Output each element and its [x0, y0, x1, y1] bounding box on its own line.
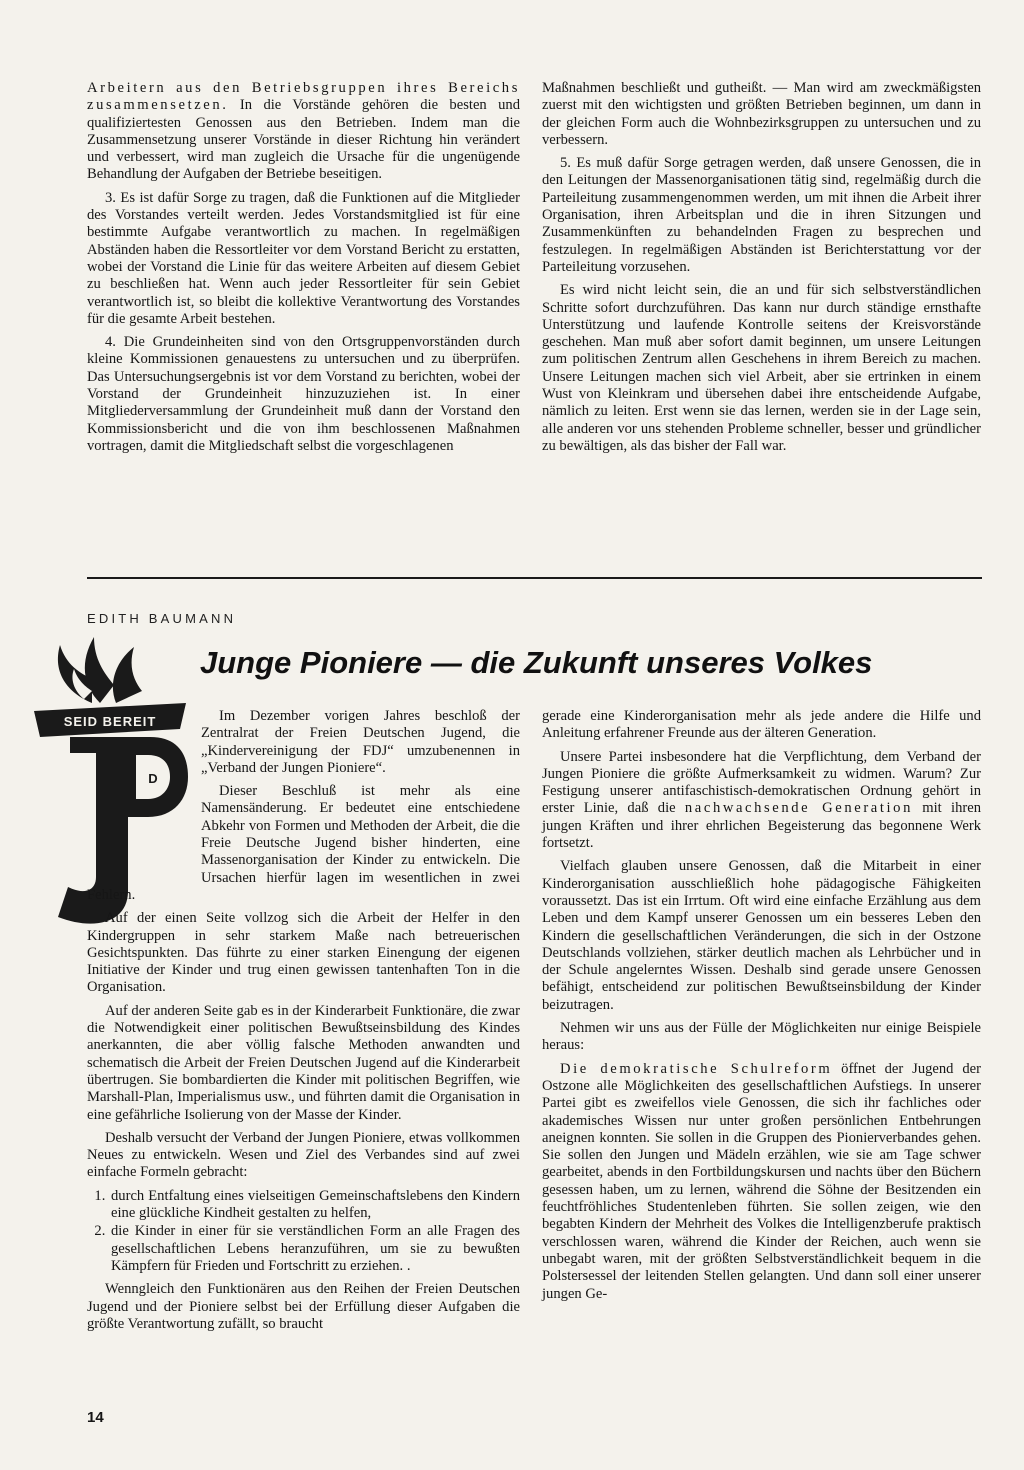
- page-number: 14: [87, 1409, 104, 1426]
- spaced-text: Die demokratische Schulreform: [560, 1060, 833, 1077]
- article-paragraph: Wenngleich den Funktionären aus den Reihen der Freien Deutschen Jugend und der Pioniere selbst bei der Erfüllung dieser Aufgaben die größte Verantwortung zufällt, so braucht: [87, 1281, 520, 1332]
- article-paragraph: Auf der anderen Seite gab es in der Kinderarbeit Funktionäre, die zwar die Notwendigkeit einer politischen Bewußtseinsbildung des Kindes anerkannten, die aber völlig falsche Methoden anwandten und schematisch die Arbeit der Freien Deutschen Jugend auf die Kinderarbeit übertrugen. Sie bombardierten die Kinder mit politischen Begriffen, wie Marshall-Plan, Imperialismus usw., und führten damit die Organisation in eine gefährliche Isolierung von der Masse der Kinder.: [87, 1002, 520, 1123]
- article-paragraph: Unsere Partei insbesondere hat die Verpflichtung, dem Verband der Jungen Pioniere die größte Aufmerksamkeit zu widmen. Warum? Zur Festigung unserer antifaschistisch-demokratischen Ordnung gehört in erster Linie, daß die nachwachsende Generation mit ihren jungen Kräften und ihrer ehrlichen Begeisterung das begonnene Werk fortsetzt.: [542, 748, 981, 852]
- spaced-text: Arbeitern aus den Betriebsgruppen ihres Bereichs zusammensetzen.: [87, 80, 520, 114]
- article-author: EDITH BAUMANN: [87, 611, 237, 626]
- top-left-paragraph: 4. Die Grundeinheiten sind von den Ortsgruppenvorständen durch kleine Kommissionen genauestens zu untersuchen und zu überprüfen. Das Untersuchungsergebnis ist vor dem Vorstand zu berichten, wobei der Vorstand der Grundeinheit hinzuzuziehen ist. In einer Mitgliederversammlung der Grundeinheit muß dann der Vorstand den Kommissionsbericht und die von ihm beschlossenen Maßnahmen vortragen, damit die Mitgliedschaft selbst die vorgeschlagenen: [87, 334, 520, 454]
- top-left-paragraph: 3. Es ist dafür Sorge zu tragen, daß die Funktionen auf die Mitglieder des Vorstandes verteilt werden. Jedes Vorstandsmitglied ist für eine bestimmte Aufgabe verantwortlich zu machen. In regelmäßigen Abständen haben die Ressortleiter vor dem Vorstand Bericht zu erstatten, wobei der Vorstand die Linie für das weitere Arbeiten auf diesem Gebiet zu beschließen hat. Wenn auch jeder Ressortleiter für sein Gebiet verantwortlich ist, so bleibt die kollektive Verantwortung des Vorstandes für die gesamte Arbeit bestehen.: [87, 189, 520, 327]
- article-paragraph: gerade eine Kinderorganisation mehr als jede andere die Hilfe und Anleitung erfahrener Freunde aus der älteren Generation.: [542, 708, 981, 742]
- top-right-paragraph: Es wird nicht leicht sein, die an und für sich selbstverständlichen Schritte sofort durchzuführen. Das kann nur durch ständige ernsthafte Unterstützung und laufende Kontrolle seitens der Kreisvorstände geschehen. Man muß aber sofort damit beginnen, um unsere Leitungen zum politischen Zentrum allen Geschehens in ihrem Bereich zu machen. Unsere Leitungen machen sich viel Arbeit, aber sie ertrinken in einem Wust von Kleinkram und übersehen dabei ihre entscheidende Aufgabe, nämlich zu leiten. Erst wenn sie das lernen, werden sie in der Lage sein, alle anderen vor uns stehenden Probleme schneller, besser und gründlicher zu bewältigen, als das bisher der Fall war.: [542, 282, 981, 454]
- list-item: 2. die Kinder in einer für sie verständlichen Form an alle Fragen des gesellschaftlichen Lebens heranzuführen, um sie zu bewußten Kämpfern für Frieden und Fortschritt zu erziehen. .: [109, 1223, 520, 1275]
- article-paragraph: Vielfach glauben unsere Genossen, daß die Mitarbeit in einer Kinderorganisation ausschließlich hohe pädagogische Fähigkeiten voraussetzt. Das ist ein Irrtum. Oft wird eine einfache Erzählung aus dem Leben und dem Kampf unserer Genossen um ein besseres Leben den Kindern die gesellschaftlichen Veränderungen, die sich in der Ostzone Deutschlands vollziehen, stärker deutlich machen als Lehrbücher und in der Schule angelerntes Wissen. Deshalb sind gerade unsere Genossen befähigt, entscheidend zur politischen Bewußtseinsbildung der Kinder beizutragen.: [542, 858, 981, 1013]
- list-item: 1. durch Entfaltung eines vielseitigen Gemeinschaftslebens den Kindern eine glückliche Kindheit gestalten zu helfen,: [109, 1188, 520, 1223]
- section-divider: [87, 577, 982, 579]
- article-paragraph: Die demokratische Schulreform öffnet der Jugend der Ostzone alle Möglichkeiten des gesellschaftlichen Aufstiegs. In unserer Partei gibt es zweifellos viele Genossen, die sich ihr fachliches oder akademisches Wissen nur unter großen persönlichen Entbehrungen aneignen konnten. Sie sollen in die Gruppen des Pionierverbandes gehen. Sie sollen den Jungen und Mädeln erzählen, wie sie am Tage schwer gearbeitet, abends in den Fortbildungskursen und nachts über den Büchern gesessen haben, um zu lernen, während die Söhne der Besitzenden ein feuchtfröhliches Studentenleben führten. Sie sollen zeigen, wie den begabten Kindern der Mehrheit des Volkes die Intelligenzberufe praktisch verschlossen waren, während die Kinder der Reichen, auch wenn sie unbegabt waren, mit der größten Selbstverständlichkeit bequem in die Polstersessel der leitenden Stellen gelangten. Und dann soll einer unserer jungen Ge-: [542, 1060, 981, 1302]
- article-paragraph: Im Dezember vorigen Jahres beschloß der Zentralrat der Freien Deutschen Jugend, die „Kindervereinigung der FDJ“ umzubenennen in „Verband der Jungen Pioniere“.: [201, 708, 520, 776]
- article-paragraph: Auf der einen Seite vollzog sich die Arbeit der Helfer in den Kindergruppen in sehr starkem Maße nach betreuerischen Gesichtspunkten. Das führte zu einer starken Einengung der eigenen Initiative der Kinder und trug einen gewissen tantenhaften Ton in die Organisation.: [87, 910, 520, 996]
- article-paragraph: Dieser Beschluß ist mehr als eine Namensänderung. Er bedeutet eine entschiedene Abkehr von Formen und Methoden der Arbeit, die die Freie Deutsche Jugend bisher hinderten, eine Massenorganisation der Kinder zu entwickeln. Die Ursachen hierfür lagen im wesentlichen in zwei Fehlern.: [87, 783, 520, 903]
- spaced-text: nachwachsende Generation: [684, 800, 913, 817]
- emblem-d-letter: D: [148, 771, 158, 786]
- emblem-wrap-space: [87, 708, 195, 870]
- article-paragraph: Deshalb versucht der Verband der Jungen Pioniere, etwas vollkommen Neues zu entwickeln. Wesen und Ziel des Verbandes sind auf zwei einfache Formeln gebracht:: [87, 1129, 520, 1181]
- emblem-banner-text: SEID BEREIT: [63, 714, 157, 729]
- top-right-column: [542, 80, 981, 461]
- top-left-paragraph: Arbeitern aus den Betriebsgruppen ihres Bereichs zusammensetzen. In die Vorstände gehören die besten und qualifiziertesten Genossen aus den Betrieben. Indem man die Zusammensetzung unserer Vorstände in dieser Richtung hin verändert und verbessert, wird man zugleich die Ursache für die ungenügende Behandlung der Aufgaben der Betriebe beseitigen.: [87, 80, 520, 183]
- top-right-paragraph: Maßnahmen beschließt und gutheißt. — Man wird am zweckmäßigsten zuerst mit den wichtigsten und größten Betrieben beginnen, um dann in der gleichen Form auch die Wohnbezirksgruppen zu untersuchen und zu verbessern.: [542, 80, 981, 148]
- article-left-column: [87, 708, 520, 1339]
- aims-list: [87, 1188, 520, 1275]
- article-paragraph: Nehmen wir uns aus der Fülle der Möglichkeiten nur einige Beispiele heraus:: [542, 1020, 981, 1054]
- article-title: Junge Pioniere — die Zukunft unseres Volkes: [200, 645, 873, 680]
- top-right-paragraph: 5. Es muß dafür Sorge getragen werden, daß unsere Genossen, die in den Leitungen der Massenorganisationen tätig sind, regelmäßig durch die Parteileitung zusammengenommen werden, um mit ihnen die Arbeit ihrer Organisation, ihren Arbeitsplan und die in ihren Sitzungen und Zusammenkünften zu behandelnden Fragen zu besprechen und festzulegen. In regelmäßigen Abständen ist Berichterstattung vor der Parteileitung vorzusehen.: [542, 155, 981, 275]
- article-right-column: [542, 708, 981, 1309]
- top-left-column: [87, 80, 520, 461]
